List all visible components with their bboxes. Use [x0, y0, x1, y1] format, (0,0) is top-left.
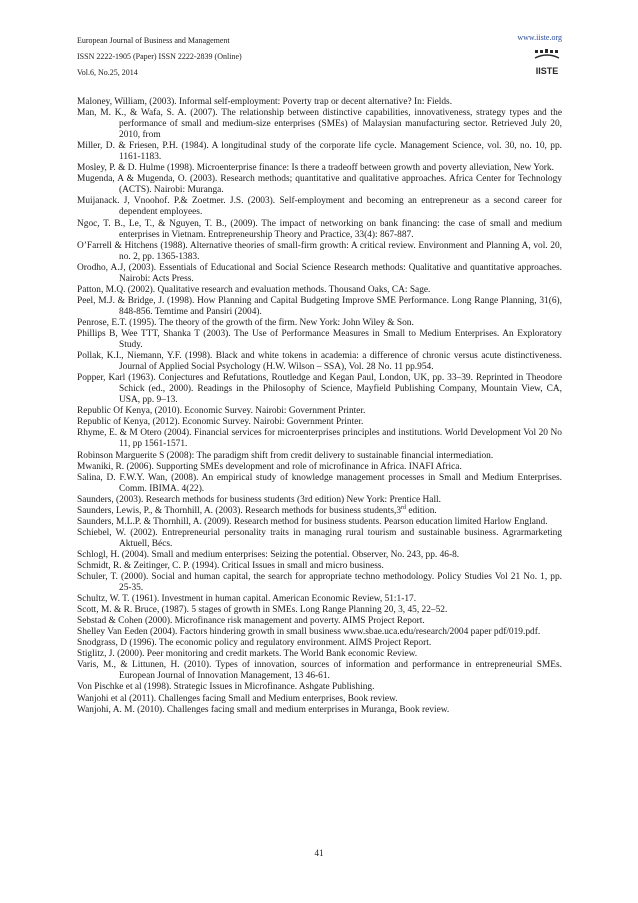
- reference-entry: Phillips B, Wee TTT, Shanka T (2003). The Use of Performance Measures in Small to Medium Enterprises. An Exploratory Study.: [77, 328, 562, 351]
- reference-text-tail: edition.: [406, 505, 437, 516]
- reference-entry: Varis, M., & Littunen, H. (2010). Types of innovation, sources of information and performance in entrepreneurial SMEs. European Journal of Innovation Management, 13 46-61.: [77, 660, 562, 682]
- iiste-logo-icon: [532, 48, 562, 78]
- reference-entry: Schlogl, H. (2004). Small and medium enterprises: Seizing the potential. Observer, No. 243, pp. 46-8.: [77, 549, 460, 560]
- reference-entry: Orodho, A.J, (2003). Essentials of Educational and Social Science Research methods: Qualitative and quantitative approaches. Nairobi: Acts Press.: [77, 262, 562, 284]
- reference-entry: O’Farrell & Hitchens (1988). Alternative theories of small-firm growth: A critical review. Environment and Planning A, vol. 20, no. 2, pp. 1365-1383.: [77, 240, 562, 262]
- reference-entry: Snodgrass, D (1996). The economic policy and regulatory environment. AIMS Project Report.: [77, 638, 432, 649]
- reference-entry: Scott, M. & R. Bruce, (1987). 5 stages of growth in SMEs. Long Range Planning 20, 3, 45, 22–52.: [77, 605, 448, 616]
- journal-url-link[interactable]: www.iiste.org: [517, 33, 562, 42]
- reference-entry: Von Pischke et al (1998). Strategic Issues in Microfinance. Ashgate Publishing.: [77, 682, 375, 693]
- reference-entry: Penrose, E.T. (1995). The theory of the growth of the firm. New York: John Wiley & Son.: [77, 317, 414, 328]
- reference-entry: Muijanack. J, Vnoohof. P.& Zoetmer. J.S. (2003). Self-employment and becoming an entrepreneur as a second career for dependent employees.: [77, 196, 562, 218]
- reference-entry: Schmidt, R. & Zeitinger, C. P. (1994). Critical Issues in small and micro business.: [77, 560, 384, 571]
- reference-entry: Saunders, (2003). Research methods for business students (3rd edition) New York: Prentice Hall.: [77, 494, 441, 505]
- reference-entry: Mosley, P. & D. Hulme (1998). Microenterprise finance: Is there a tradeoff between growth and poverty alleviation, New York.: [77, 163, 554, 174]
- reference-entry-superscript: [77, 506, 562, 517]
- reference-entry: Rhyme, E. & M Otero (2004). Financial services for microenterprises principles and institutions. World Development Vol 20 No 11, pp 1561-1571.: [77, 428, 562, 450]
- reference-text: Saunders, Lewis, P., & Thornhill, A. (2003). Research methods for business students,3: [77, 505, 402, 516]
- page-number: 41: [314, 848, 324, 858]
- journal-title: European Journal of Business and Management: [77, 36, 230, 45]
- reference-entry: Shelley Van Eeden (2004). Factors hindering growth in small business www.sbae.uca.edu/research/2004 paper pdf/019.pdf.: [77, 627, 541, 638]
- reference-entry: Popper, Karl (1963). Conjectures and Refutations, Routledge and Kegan Paul, London, UK, pp. 33–39. Reprinted in Theodore Schick (ed., 2000). Readings in the Philosophy of Science, Mayfield Publishing Company, Mountain View, CA, USA, pp. 9–13.: [77, 373, 562, 406]
- reference-entry: Republic of Kenya, (2012). Economic Survey. Nairobi: Government Printer.: [77, 417, 364, 428]
- reference-entry: Maloney, William, (2003). Informal self-employment: Poverty trap or decent alternative? In: Fields.: [77, 97, 453, 107]
- reference-entry: Mugenda, A & Mugenda, O. (2003). Research methods; quantitative and qualitative approaches. Africa Center for Technology (ACTS). Nairobi: Muranga.: [77, 174, 562, 196]
- reference-entry: Miller, D. & Friesen, P.H. (1984). A longitudinal study of the corporate life cycle. Management Science, vol. 30, no. 10, pp. 1161-1183.: [77, 141, 562, 163]
- reference-entry: Republic Of Kenya, (2010). Economic Survey. Nairobi: Government Printer.: [77, 406, 366, 417]
- reference-entry: Saunders, M.L.P. & Thornhill, A. (2009). Research method for business students. Pearson education limited Harlow England.: [77, 516, 548, 527]
- page-header: [77, 33, 562, 91]
- volume-line: Vol.6, No.25, 2014: [77, 68, 138, 77]
- reference-entry: Peel, M.J. & Bridge, J. (1998). How Planning and Capital Budgeting Improve SME Performance. Long Range Planning, 31(6), 848-856. Temtime and Pansiri (2004).: [77, 295, 562, 317]
- reference-entry: Pollak, K.I., Niemann, Y.F. (1998). Black and white tokens in academia: a difference of chronic versus acute distinctiveness. Journal of Applied Social Psychology (H.W. Wilson – SSA), Vol. 28 No. 11 pp.954.: [77, 351, 562, 373]
- issn-line: ISSN 2222-1905 (Paper) ISSN 2222-2839 (Online): [77, 52, 242, 61]
- reference-entry: Wanjohi, A. M. (2010). Challenges facing small and medium enterprises in Muranga, Book review.: [77, 704, 450, 715]
- reference-entry: Schultz, W. T. (1961). Investment in human capital. American Economic Review, 51:1-17.: [77, 594, 417, 605]
- reference-entry: Man, M. K., & Wafa, S. A. (2007). The relationship between distinctive capabilities, innovativeness, strategy types and the performance of small and medium-size enterprises (SMEs) of Malaysian manufacturing sector. Retrieved July 20, 2010, from: [77, 108, 562, 141]
- reference-entry: Robinson Marguerite S (2008): The paradigm shift from credit delivery to sustainable financial intermediation.: [77, 450, 494, 461]
- reference-entry: Schiebel, W. (2002). Entrepreneurial personality traits in managing rural tourism and sustainable business. Agrarmarketing Aktuell, Bécs.: [77, 527, 562, 549]
- superscript-text: rd: [401, 504, 407, 511]
- reference-entry: Sebstad & Cohen (2000). Microfinance risk management and poverty. AIMS Project Report.: [77, 616, 425, 627]
- reference-entry: Patton, M.Q. (2002). Qualitative research and evaluation methods. Thousand Oaks, CA: Sage.: [77, 284, 431, 295]
- svg-text:IISTE: IISTE: [535, 66, 559, 76]
- reference-entry: Wanjohi et al (2011). Challenges facing Small and Medium enterprises, Book review.: [77, 693, 398, 704]
- reference-entry: Ngoc, T. B., Le, T., & Nguyen, T. B., (2009). The impact of networking on bank financing: the case of small and medium enterprises in Vietnam. Entrepreneurship Theory and Practice, 33(4): 867-887.: [77, 218, 562, 240]
- reference-entry: Salina, D. F.W.Y. Wan, (2008). An empirical study of knowledge management processes in Small and Medium Enterprises. Comm. IBIMA. 4(22).: [77, 472, 562, 494]
- reference-list: [77, 97, 562, 716]
- reference-entry: Stiglitz, J. (2000). Peer monitoring and credit markets. The World Bank economic Review.: [77, 649, 418, 660]
- reference-entry: Schuler, T. (2000). Social and human capital, the search for appropriate techno methodology. Policy Studies Vol 21 No. 1, pp. 25-35.: [77, 572, 562, 594]
- reference-entry: Mwaniki, R. (2006). Supporting SMEs development and role of microfinance in Africa. INAFI Africa.: [77, 461, 462, 472]
